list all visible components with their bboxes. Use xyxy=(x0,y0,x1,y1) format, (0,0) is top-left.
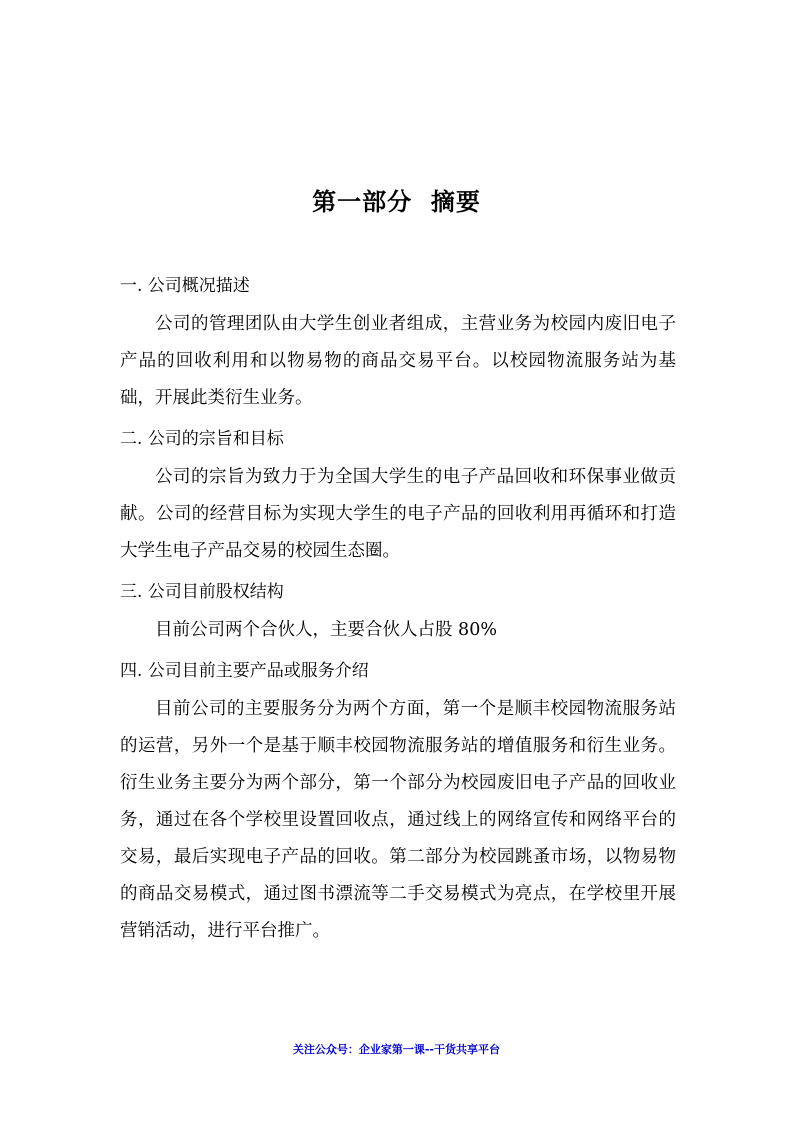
footer-note: 关注公众号：企业家第一课--干货共享平台 xyxy=(292,1043,501,1056)
section-heading-products: 四. 公司目前主要产品或服务介绍 xyxy=(120,661,369,681)
section-heading-overview: 一. 公司概况描述 xyxy=(120,276,250,296)
section-body-mission: 公司的宗旨为致力于为全国大学生的电子产品回收和环保事业做贡献。公司的经营目标为实现大学生的电子产品的回收利用再循环和打造大学生电子产品交易的校园生态圈。 xyxy=(120,467,676,561)
section-heading-equity: 三. 公司目前股权结构 xyxy=(120,582,284,602)
section-body-products: 目前公司的主要服务分为两个方面，第一个是顺丰校园物流服务站的运营，另外一个是基于顺丰校园物流服务站的增值服务和衍生业务。衍生业务主要分为两个部分，第一个部分为校园废旧电子产品的回收业务，通过在各个学校里设置回收点，通过线上的网络宣传和网络平台的交易，最后实现电子产品的回收。第二部分为校园跳蚤市场，以物易物的商品交易模式，通过图书漂流等二手交易模式为亮点，在学校里开展营销活动，进行平台推广。 xyxy=(120,699,676,941)
page-title: 第一部分 摘要 xyxy=(312,187,481,216)
section-heading-mission: 二. 公司的宗旨和目标 xyxy=(120,429,284,449)
document-body xyxy=(120,270,676,950)
section-body-equity: 目前公司两个合伙人，主要合伙人占股 80% xyxy=(155,620,497,640)
section-body-overview: 公司的管理团队由大学生创业者组成，主营业务为校园内废旧电子产品的回收利用和以物易物的商品交易平台。以校园物流服务站为基础，开展此类衍生业务。 xyxy=(120,314,676,408)
